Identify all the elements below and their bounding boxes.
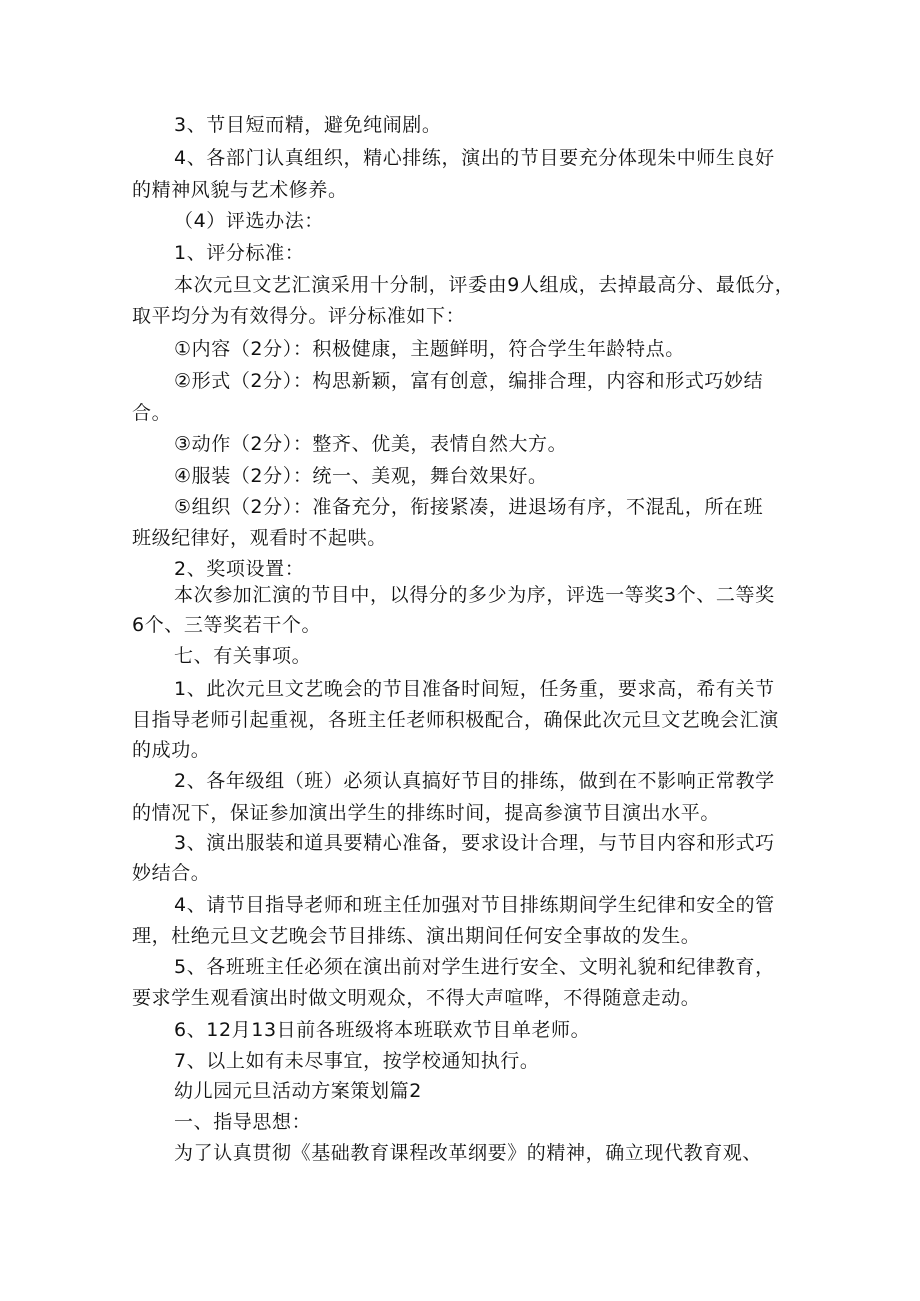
- text-line: 理，杜绝元旦文艺晚会节目排练、演出期间任何安全事故的发生。: [132, 925, 701, 947]
- text-line: 目指导老师引起重视，各班主任老师积极配合，确保此次元旦文艺晚会汇演: [132, 709, 779, 731]
- text-line: ①内容（2分）：积极健康，主题鲜明，符合学生年龄特点。: [174, 338, 685, 360]
- text-line: 要求学生观看演出时做文明观众，不得大声喧哗，不得随意走动。: [132, 987, 701, 1009]
- text-line: 4、请节目指导老师和班主任加强对节目排练期间学生纪律和安全的管: [174, 894, 775, 916]
- text-line: 班级纪律好，观看时不起哄。: [132, 527, 387, 549]
- text-line: 1、此次元旦文艺晚会的节目准备时间短，任务重，要求高，希有关节: [174, 678, 775, 700]
- text-line: 1、评分标准：: [174, 242, 305, 264]
- text-line: ⑤组织（2分）：准备充分，衔接紧凑，进退场有序，不混乱，所在班: [174, 496, 764, 518]
- section-heading: 七、有关事项。: [174, 645, 312, 667]
- article-title: 幼儿园元旦活动方案策划篇2: [174, 1080, 422, 1102]
- text-line: 的精神风貌与艺术修养。: [132, 179, 348, 201]
- text-line: 本次参加汇演的节目中，以得分的多少为序，评选一等奖3个、二等奖: [174, 584, 775, 606]
- text-line: 的情况下，保证参加演出学生的排练时间，提高参演节目演出水平。: [132, 802, 721, 824]
- text-line: 7、以上如有未尽事宜，按学校通知执行。: [174, 1050, 540, 1072]
- text-line: 4、各部门认真组织，精心排练，演出的节目要充分体现朱中师生良好: [174, 147, 775, 169]
- text-line: ③动作（2分）：整齐、优美，表情自然大方。: [174, 433, 568, 455]
- text-line: 3、演出服装和道具要精心准备，要求设计合理，与节目内容和形式巧: [174, 832, 775, 854]
- text-line: 6个、三等奖若干个。: [132, 614, 322, 636]
- section-heading: （4）评选办法：: [174, 210, 324, 232]
- text-line: 3、节目短而精，避免纯闹剧。: [174, 114, 442, 136]
- section-heading: 一、指导思想：: [174, 1111, 312, 1133]
- text-line: 6、12月13日前各班级将本班联欢节目单老师。: [174, 1019, 591, 1041]
- text-line: 的成功。: [132, 739, 211, 761]
- text-line: 2、各年级组（班）必须认真搞好节目的排练，做到在不影响正常教学: [174, 770, 775, 792]
- text-line: 妙结合。: [132, 862, 211, 884]
- text-line: 5、各班班主任必须在演出前对学生进行安全、文明礼貌和纪律教育，: [174, 956, 775, 978]
- text-line: ④服装（2分）：统一、美观，舞台效果好。: [174, 465, 548, 487]
- text-line: 本次元旦文艺汇演采用十分制，评委由9人组成，去掉最高分、最低分，: [174, 274, 795, 296]
- text-line: 取平均分为有效得分。评分标准如下：: [132, 305, 466, 327]
- text-line: 为了认真贯彻《基础教育课程改革纲要》的精神，确立现代教育观、: [174, 1142, 763, 1164]
- text-line: ②形式（2分）：构思新颖，富有创意，编排合理，内容和形式巧妙结: [174, 370, 764, 392]
- text-line: 2、奖项设置：: [174, 558, 305, 580]
- text-line: 合。: [132, 402, 172, 424]
